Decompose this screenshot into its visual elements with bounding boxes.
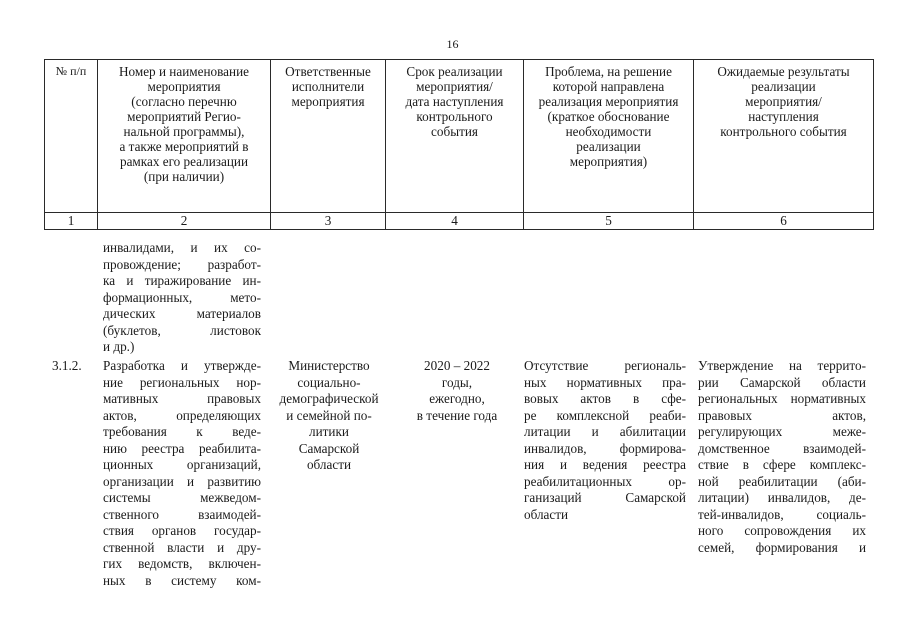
text-line: годы, xyxy=(441,374,473,390)
text-line: 2020 – 2022 xyxy=(424,358,490,373)
text-line: (буклетов, листовок xyxy=(103,322,261,338)
text-line: формационных, мето- xyxy=(103,289,261,305)
previous-row-continuation xyxy=(103,240,261,356)
column-number-cell: 1 xyxy=(45,213,98,230)
text-line: Разработка и утвержде- xyxy=(103,358,261,373)
header-cell-deadline xyxy=(386,60,524,213)
header-line: (согласно перечню xyxy=(131,94,237,109)
text-line: ной реабилитации (аби- xyxy=(698,473,866,489)
header-line: рамках его реализации xyxy=(119,154,249,169)
header-line: (при наличии) xyxy=(143,169,225,184)
text-line: ционных организаций, xyxy=(103,457,261,472)
header-line: мероприятия xyxy=(291,94,365,109)
text-line: инвалидами, и их со- xyxy=(103,240,261,255)
text-line: регулирующих меже- xyxy=(698,424,866,439)
column-number-cell: 3 xyxy=(271,213,386,230)
header-cell-executors xyxy=(271,60,386,213)
header-cell-expected-results xyxy=(694,60,874,213)
text-line: актов, определяющих xyxy=(103,407,261,423)
term-cell xyxy=(395,358,519,424)
text-line: гих ведомств, включен- xyxy=(103,556,261,571)
text-line: ственной власти и дру- xyxy=(103,539,261,555)
header-line: мероприятия/ xyxy=(416,79,493,94)
header-line: события xyxy=(431,124,478,139)
header-line: Номер и наименование xyxy=(118,64,249,79)
text-line: демографической xyxy=(279,391,379,406)
header-line: контрольного события xyxy=(720,124,847,139)
text-line: литики xyxy=(309,424,349,439)
text-line: ствие в сфере комплекс- xyxy=(698,457,866,472)
text-line: вовых актов в сфе- xyxy=(524,391,686,406)
header-line: дата наступления xyxy=(405,94,504,109)
header-line: Ответственные xyxy=(285,64,371,79)
text-line: литации и абилитации xyxy=(524,424,686,439)
column-number-cell: 5 xyxy=(524,213,694,230)
text-line: ка и тиражирование ин- xyxy=(103,273,261,288)
text-line: системы межведом- xyxy=(103,490,261,505)
text-line: ре комплексной реаби- xyxy=(524,407,686,423)
text-line: рии Самарской области xyxy=(698,374,866,390)
column-number-cell: 4 xyxy=(386,213,524,230)
text-line: и др.) xyxy=(103,339,135,354)
text-line: региональных нормативных xyxy=(698,391,866,406)
column-number-cell: 2 xyxy=(98,213,271,230)
header-line: реализации xyxy=(576,139,641,154)
header-line: (краткое обоснование xyxy=(547,109,670,124)
text-line: ных в систему ком- xyxy=(103,572,261,588)
expected-result-cell xyxy=(698,358,866,556)
header-line: необходимости xyxy=(565,124,652,139)
text-line: домственное взаимодей- xyxy=(698,440,866,456)
text-line: ного сопровождения их xyxy=(698,523,866,538)
text-line: Министерство xyxy=(288,358,370,373)
text-line: нию реестра реабилита- xyxy=(103,440,261,456)
text-line: и семейной по- xyxy=(286,407,372,423)
text-line: ных нормативных пра- xyxy=(524,374,686,390)
text-line: правовых актов, xyxy=(698,407,866,423)
header-line: реализации xyxy=(751,79,816,94)
text-line: требования к веде- xyxy=(103,424,261,439)
header-line: мероприятия) xyxy=(569,154,648,169)
text-line: ствия органов государ- xyxy=(103,523,261,538)
header-cell-number xyxy=(45,60,98,213)
text-line: реабилитационных ор- xyxy=(524,473,686,489)
text-line: дических материалов xyxy=(103,306,261,321)
page-number: 16 xyxy=(446,37,459,51)
table-header-row xyxy=(45,60,874,213)
text-line: ния и ведения реестра xyxy=(524,457,686,472)
header-line: мероприятия xyxy=(147,79,221,94)
text-line: области xyxy=(524,506,569,522)
text-line: Утверждение на террито- xyxy=(698,358,866,373)
header-line: мероприятий Регио- xyxy=(127,109,241,124)
text-line: ние региональных нор- xyxy=(103,374,261,390)
header-cell-problem xyxy=(524,60,694,213)
header-cell-measure-name xyxy=(98,60,271,213)
text-line: инвалидов, формирова- xyxy=(524,440,686,456)
text-line: литации) инвалидов, де- xyxy=(698,490,866,505)
header-line: нальной программы), xyxy=(123,124,245,139)
header-line: Ожидаемые результаты xyxy=(717,64,850,79)
text-line: организации и развитию xyxy=(103,473,261,489)
header-line: Срок реализации xyxy=(406,64,503,79)
header-line: а также мероприятий в xyxy=(119,139,249,154)
text-line: в течение года xyxy=(416,407,498,423)
text-line: области xyxy=(306,457,352,472)
header-line: контрольного xyxy=(416,109,493,124)
text-line: мативных правовых xyxy=(103,391,261,406)
header-line: № п/п xyxy=(55,64,87,78)
executor-cell xyxy=(268,358,390,474)
text-line: ственного взаимодей- xyxy=(103,506,261,522)
row-number: 3.1.2. xyxy=(52,358,82,373)
column-number-cell: 6 xyxy=(694,213,874,230)
text-line: ганизаций Самарской xyxy=(524,490,686,505)
header-line: реализация мероприятия xyxy=(538,94,679,109)
header-line: которой направлена xyxy=(552,79,665,94)
text-line: ежегодно, xyxy=(429,391,485,406)
column-number-row xyxy=(45,213,874,230)
table-body-continuation xyxy=(0,240,905,633)
header-line: исполнители xyxy=(291,79,365,94)
header-line: наступления xyxy=(748,109,819,124)
problem-cell xyxy=(524,358,686,523)
text-line: Отсутствие региональ- xyxy=(524,358,686,373)
text-line: провождение; разработ- xyxy=(103,256,261,272)
plan-table xyxy=(44,59,874,230)
text-line: тей-инвалидов, социаль- xyxy=(698,506,866,522)
header-line: Проблема, на решение xyxy=(545,64,672,79)
text-line: социально- xyxy=(297,374,361,390)
text-line: Самарской xyxy=(298,440,360,456)
measure-name-cell xyxy=(103,358,261,589)
header-line: мероприятия/ xyxy=(745,94,822,109)
text-line: семей, формирования и xyxy=(698,539,866,555)
